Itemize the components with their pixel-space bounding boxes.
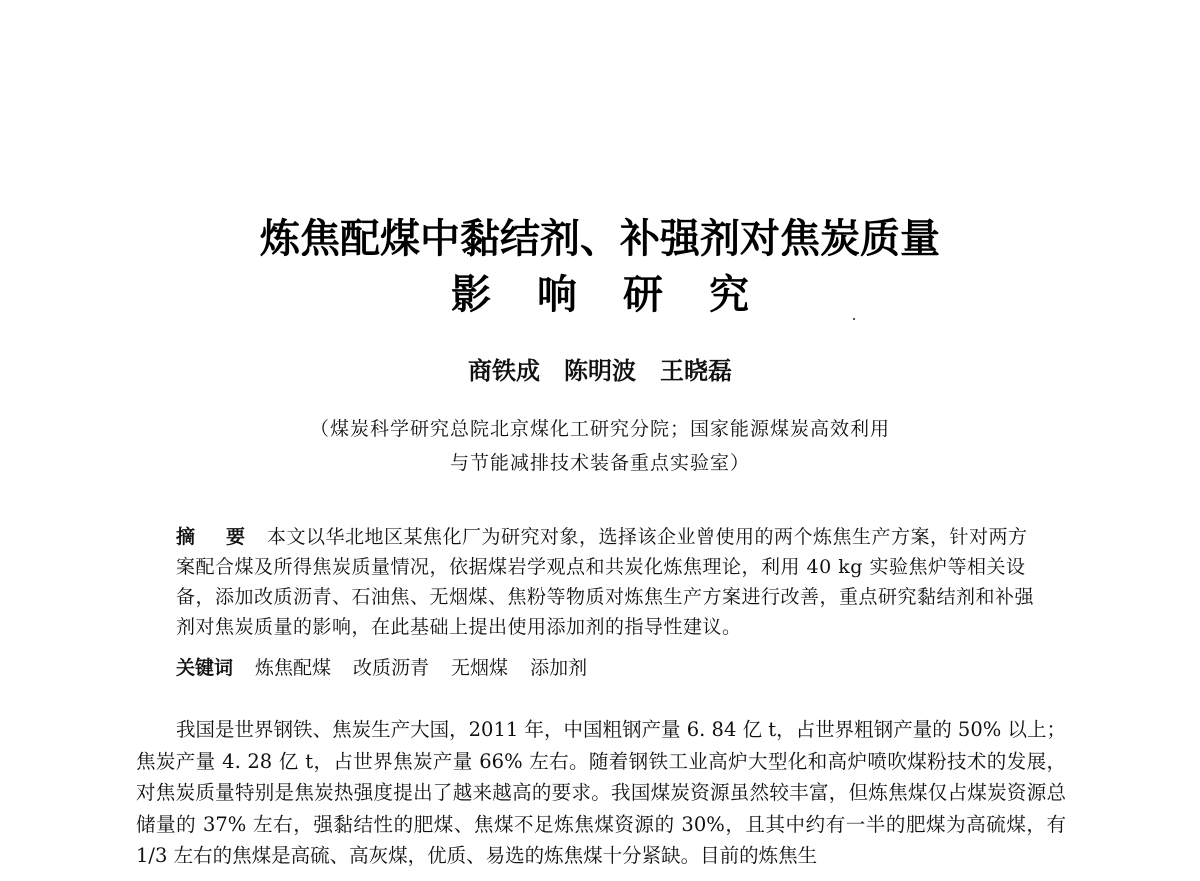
keyword: 添加剂 [530, 657, 588, 679]
keyword: 炼焦配煤 [255, 657, 332, 679]
keyword: 改质沥青 [353, 657, 430, 679]
paper-title-line-1: 炼焦配煤中黏结剂、补强剂对焦炭质量 [260, 216, 940, 262]
abstract-label: 摘 要 [176, 526, 252, 548]
keywords-label: 关键词 [176, 657, 234, 679]
affiliation-line-1: （煤炭科学研究总院北京煤化工研究分院；国家能源煤炭高效利用 [309, 418, 890, 440]
abstract-text: 本文以华北地区某焦化厂为研究对象，选择该企业曾使用的两个炼焦生产方案，针对两方案配合煤及所得焦炭质量情况，依据煤岩学观点和共炭化炼焦理论，利用 40 kg 实验焦炉等相关设备，添加改质沥青、石油焦、无烟煤、焦粉等物质对炼焦生产方案进行改善，重点研究黏结剂和补强剂对焦炭质量的影响，在此基础上提出使用添加剂的指导性建议。 [176, 526, 1035, 638]
author-list: 商铁成 陈明波 王晓磊 [468, 356, 732, 385]
paper-title-line-2: 影响研究 [451, 272, 795, 318]
body-paragraph [136, 714, 1066, 872]
abstract [176, 522, 1046, 642]
body-paragraph-text: 我国是世界钢铁、焦炭生产大国，2011 年，中国粗钢产量 6. 84 亿 t，占世界粗钢产量的 50% 以上；焦炭产量 4. 28 亿 t，占世界焦炭产量 66% 左右。随着钢铁工业高炉大型化和高炉喷吹煤粉技术的发展，对焦炭质量特别是焦炭热强度提出了越来越高的要求。我国煤炭资源虽然较丰富，但炼焦煤仅占煤炭资源总储量的 37% 左右，强黏结性的肥煤、焦煤不足炼焦煤资源的 30%，且其中约有一半的肥煤为高硫煤，有 1/3 左右的焦煤是高硫、高灰煤，优质、易选的炼焦煤十分紧缺。目前的炼焦生 [136, 718, 1066, 867]
keywords [176, 653, 609, 683]
scan-speck [853, 318, 855, 320]
affiliation-line-2: 与节能减排技术装备重点实验室） [449, 452, 750, 474]
keyword: 无烟煤 [451, 657, 509, 679]
